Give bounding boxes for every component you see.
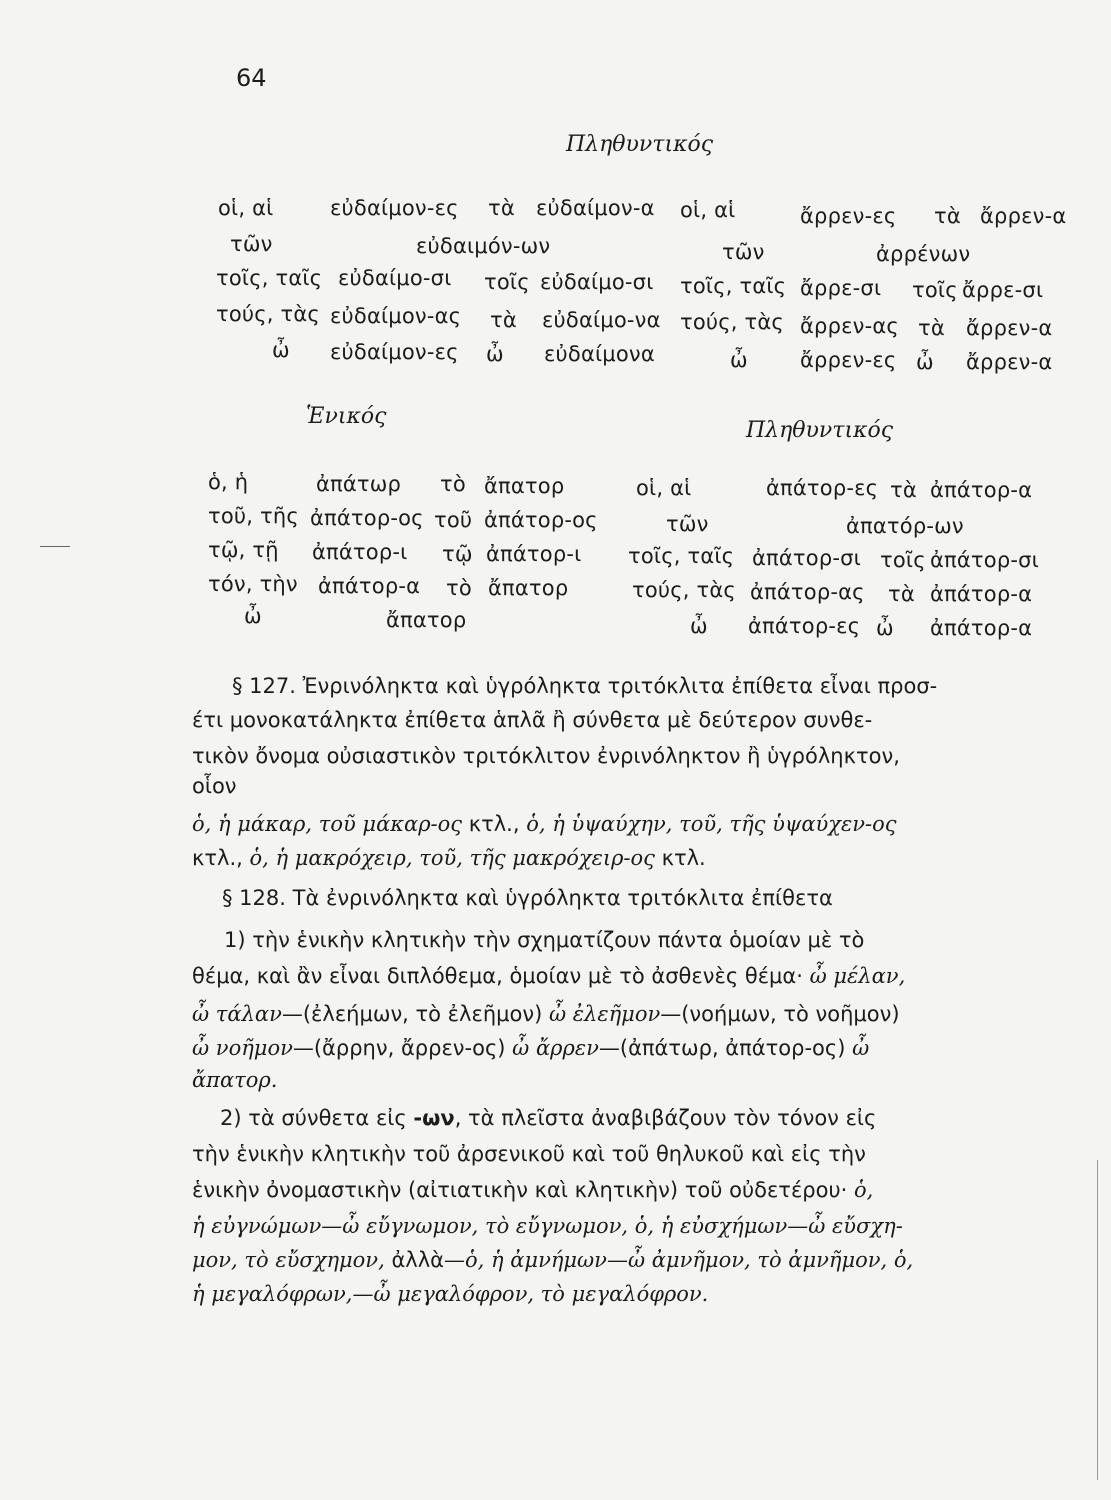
article: τὰ (934, 204, 961, 228)
example-form: ὁ, ἡ μάκαρ, τοῦ μάκαρ-ος (192, 812, 463, 836)
article: τοῦ (434, 508, 473, 532)
rule-2-line: ἡ εὐγνώμων—ὦ εὔγνωμον, τὸ εὔγνωμον, ὁ, ἡ εὐσχήμων—ὦ εὔσχη- (192, 1214, 903, 1238)
form: ἀπάτορ-ες (748, 614, 861, 638)
form: ἀπάτορ-α (930, 616, 1033, 640)
article: ὦ (486, 342, 504, 366)
article: τῶν (722, 240, 765, 264)
text: ἀλλὰ (391, 1248, 444, 1272)
form: εὐδαιμόν-ων (416, 234, 551, 258)
form: εὐδαίμον-α (536, 196, 655, 220)
text: —(νοήμων, τὸ νοῆμον) (660, 1002, 900, 1026)
example-line (192, 812, 897, 836)
form: εὐδαίμο-να (542, 308, 661, 332)
text: ἑνικὴν ὀνομαστικὴν (αἰτιατικὴν καὶ κλητικὴν) τοῦ οὐδετέρου· (192, 1178, 854, 1202)
rule-2-line (192, 1178, 873, 1202)
paragraph-text: Ἐνρινόληκτα καὶ ὑγρόληκτα τριτόκλιτα ἐπίθετα εἶναι προσ- (302, 674, 938, 698)
article: τοῖς, ταῖς (216, 266, 323, 290)
article: ὦ (272, 338, 290, 362)
form: ἀπάτορ-σι (930, 548, 1039, 572)
form: εὐδαίμον-ας (330, 304, 462, 328)
rule-2-line: τὴν ἑνικὴν κλητικὴν τοῦ ἀρσενικοῦ καὶ τοῦ θηλυκοῦ καὶ εἰς τὴν (192, 1142, 866, 1166)
rule-1-line: ἄπατορ. (192, 1068, 278, 1092)
form: ἀπάτορ-α (930, 478, 1033, 502)
text: —(ἐλεήμων, τὸ ἐλεῆμον) (281, 1002, 549, 1026)
form: ἄπατορ (488, 576, 569, 600)
article: οἱ, αἱ (636, 476, 692, 500)
form: ἀπάτορ-ες (766, 476, 879, 500)
text: —(ἄρρην, ἄρρεν-ος) (292, 1036, 513, 1060)
article: οἱ, αἱ (218, 196, 274, 220)
article: τοῖς (912, 278, 958, 302)
abbrev: κτλ., (462, 812, 527, 836)
article: τὰ (888, 582, 915, 606)
form: εὐδαίμον-ες (330, 196, 459, 220)
rule-2-line (220, 1106, 876, 1130)
page-number: 64 (236, 64, 267, 92)
form: ἄρρεν-ες (800, 348, 897, 372)
form: ἀπάτορ-ας (750, 580, 865, 604)
example-line (192, 846, 706, 870)
abbrev: κτλ., (192, 846, 250, 870)
article: τοῖς, ταῖς (628, 544, 735, 568)
article: τὰ (490, 308, 517, 332)
article: ὦ (690, 614, 708, 638)
paragraph-line: τικὸν ὄνομα οὐσιαστικὸν τριτόκλιτον ἐνρινόληκτον ἢ ὑγρόληκτον, (192, 744, 900, 768)
article: τὸ (440, 472, 466, 496)
article: τόν, τὴν (208, 572, 298, 596)
article: τοῖς (880, 548, 926, 572)
form: ἀπάτορ-σι (752, 546, 861, 570)
form: ἀπάτορ-ι (312, 540, 408, 564)
example-form: ὦ τάλαν (192, 1002, 282, 1026)
article: τὸ (446, 576, 472, 600)
paragraph-line: οἷον (192, 774, 237, 798)
form: ἄρρεν-α (966, 316, 1053, 340)
example-form: ὦ ἐλεῆμον (548, 1002, 661, 1026)
rule-1-line (192, 1036, 869, 1060)
form: εὐδαίμονα (544, 342, 655, 366)
example-form: ὦ (852, 1036, 870, 1060)
section-number: § 127. (232, 674, 296, 698)
text: θέμα, καὶ ἂν εἶναι διπλόθεμα, ὁμοίαν μὲ τὸ ἀσθενὲς θέμα· (192, 964, 810, 988)
form: ἀπάτορ-ι (486, 542, 582, 566)
table2-heading-plural: Πληθυντικός (746, 418, 894, 443)
article: τῶν (230, 232, 273, 256)
section-number: § 128. (222, 886, 286, 910)
article: τῷ, τῇ (208, 538, 279, 562)
example-form: —ὁ, ἡ ἀμνήμων—ὦ ἀμνῆμον, τὸ ἀμνῆμον, ὁ, (443, 1248, 914, 1272)
article: τὰ (918, 316, 945, 340)
rule-2-line: ἡ μεγαλόφρων,—ὦ μεγαλόφρον, τὸ μεγαλόφρον. (192, 1282, 709, 1306)
form: ἀπάτορ-ος (484, 508, 598, 532)
article: τοῖς (484, 270, 530, 294)
rule-1-line (192, 1002, 900, 1026)
form: ἀρρένων (876, 242, 971, 266)
form: ἀπατόρ-ων (846, 514, 964, 538)
example-form: ὦ νοῆμον (192, 1036, 293, 1060)
article: τὰ (890, 478, 917, 502)
article: ὦ (876, 616, 894, 640)
article: τούς, τὰς (680, 310, 784, 334)
article: τούς, τὰς (632, 578, 736, 602)
example-form: ὁ, ἡ ὑψαύχην, τοῦ, τῆς ὑψαύχεν-ος (526, 812, 897, 836)
form: ἀπάτορ-α (318, 574, 421, 598)
article: οἱ, αἱ (680, 198, 736, 222)
article: τῶν (666, 512, 709, 536)
paragraph-text: Τὰ ἐνρινόληκτα καὶ ὑγρόληκτα τριτόκλιτα ἐπίθετα (292, 886, 833, 910)
form: εὐδαίμο-σι (540, 270, 654, 294)
form: ἄρρε-σι (962, 278, 1044, 302)
abbrev: κτλ. (654, 846, 706, 870)
rule-1-line: 1) τὴν ἑνικὴν κλητικὴν τὴν σχηματίζουν πάντα ὁμοίαν μὲ τὸ (224, 928, 865, 952)
section-128-line (222, 886, 833, 910)
margin-mark (40, 546, 70, 547)
article: τῷ (442, 542, 473, 566)
table2-heading-singular: Ἑνικός (306, 404, 387, 429)
article: ὦ (244, 604, 262, 628)
form: ἄρρεν-α (966, 350, 1053, 374)
article: τοῖς, ταῖς (680, 274, 787, 298)
example-form: ὦ μέλαν, (809, 964, 906, 988)
form: εὐδαίμο-σι (338, 266, 452, 290)
form: ἄρρεν-ες (800, 204, 897, 228)
rule-2-line (192, 1248, 913, 1272)
page-edge (1097, 1160, 1098, 1480)
article: τούς, τὰς (216, 302, 320, 326)
example-form: ὦ ἄρρεν (512, 1036, 599, 1060)
article: τοῦ, τῆς (208, 504, 299, 528)
form: ἄπατορ (484, 474, 565, 498)
table1-heading: Πληθυντικός (566, 132, 714, 157)
example-form: μον, τὸ εὔσχημον, (192, 1248, 392, 1272)
article: ὦ (730, 348, 748, 372)
example-form: ὁ, ἡ μακρόχειρ, τοῦ, τῆς μακρόχειρ-ος (249, 846, 655, 870)
text: , τὰ πλεῖστα ἀναβιβάζουν τὸν τόνον εἰς (454, 1106, 877, 1130)
form: ἄρρεν-α (980, 204, 1067, 228)
section-127-line (232, 674, 937, 698)
rule-1-line (192, 964, 905, 988)
article: τὰ (488, 196, 515, 220)
form: ἀπάτωρ (316, 472, 402, 496)
article: ὦ (916, 350, 934, 374)
paragraph-line: έτι μονοκατάληκτα ἐπίθετα ἁπλᾶ ἢ σύνθετα μὲ δεύτερον συνθε- (192, 708, 873, 732)
article: ὁ, ἡ (208, 470, 249, 494)
form: ἀπάτορ-α (930, 582, 1033, 606)
form: ἀπάτορ-ος (310, 506, 424, 530)
form: ἄπατορ (386, 608, 467, 632)
text: 2) τὰ σύνθετα εἰς (220, 1106, 414, 1130)
text: —(ἀπάτωρ, ἀπάτορ-ος) (598, 1036, 853, 1060)
form: ἄρρε-σι (800, 276, 882, 300)
form: εὐδαίμον-ες (330, 340, 459, 364)
example-form: ὁ, (853, 1178, 874, 1202)
form: ἄρρεν-ας (800, 314, 899, 338)
ending: -ων (413, 1106, 455, 1130)
